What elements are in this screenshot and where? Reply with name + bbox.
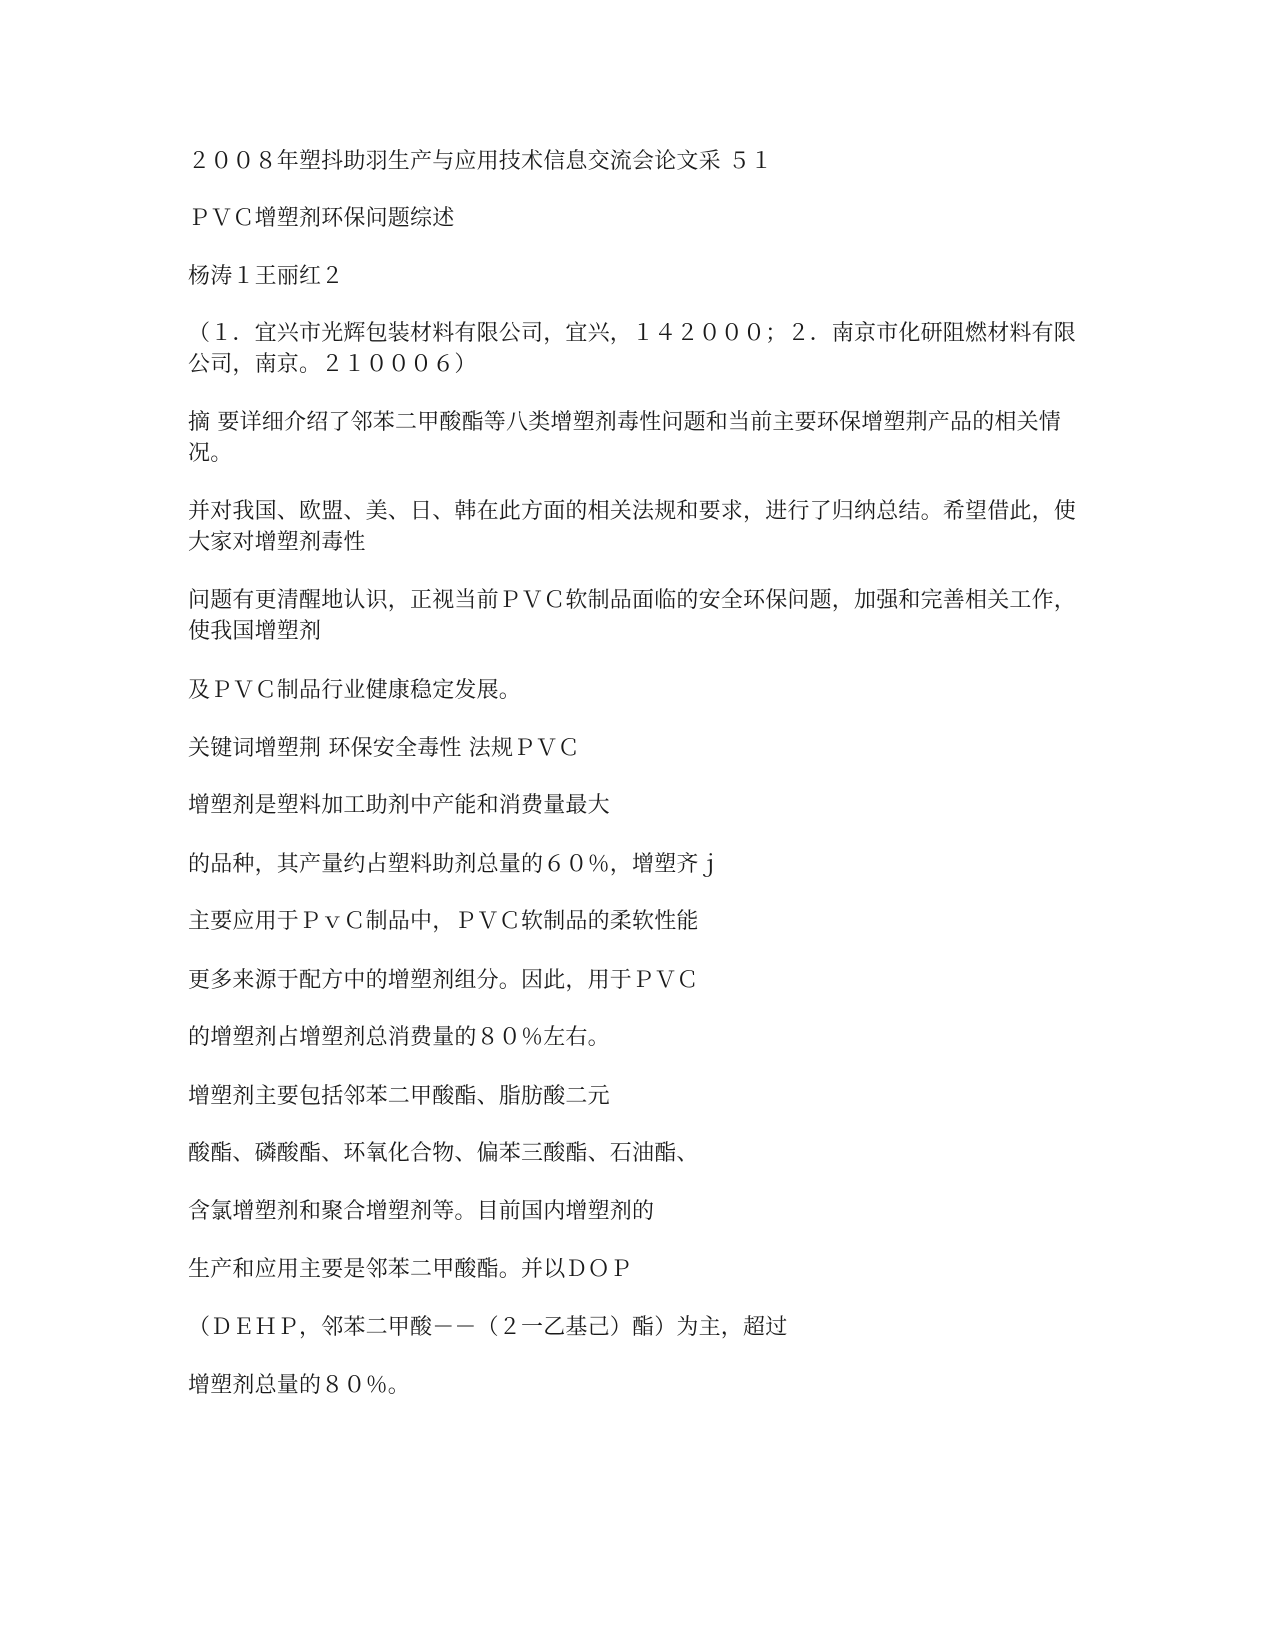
body-line: 更多来源于配方中的增塑剂组分。因此，用于ＰＶＣ <box>188 968 699 993</box>
abstract-paragraph-3: 问题有更清醒地认识，正视当前ＰＶＣ软制品面临的安全环保问题，加强和完善相关工作，使我国增塑剂 <box>188 588 1077 644</box>
body-line: 增塑剂是塑料加工助剂中产能和消费量最大 <box>188 793 610 818</box>
body-line: 含氯增塑剂和聚合增塑剂等。目前国内增塑剂的 <box>188 1199 655 1224</box>
authors: 杨涛１王丽红２ <box>188 264 344 289</box>
abstract-paragraph-2: 并对我国、欧盟、美、日、韩在此方面的相关法规和要求，进行了归纳总结。希望借此，使大家对增塑剂毒性 <box>188 499 1077 555</box>
body-line: 主要应用于ＰｖＣ制品中，ＰＶＣ软制品的柔软性能 <box>188 909 699 934</box>
conference-header: ２００８年塑抖助羽生产与应用技术信息交流会论文采 ５１ <box>188 149 773 174</box>
affiliations: （１．宜兴市光辉包装材料有限公司，宜兴，１４２０００；２．南京市化研阻燃材料有限公司，南京。２１０００６） <box>188 321 1077 377</box>
body-line: 的品种，其产量约占塑料助剂总量的６０％，增塑齐ｊ <box>188 852 721 877</box>
keywords: 关键词增塑荆 环保安全毒性 法规ＰＶＣ <box>188 736 580 761</box>
paper-title: ＰＶＣ增塑剂环保问题综述 <box>188 206 455 231</box>
abstract-paragraph-1: 摘 要详细介绍了邻苯二甲酸酯等八类增塑剂毒性问题和当前主要环保增塑荆产品的相关情况。 <box>188 410 1061 466</box>
body-line: 增塑剂总量的８０％。 <box>188 1373 411 1398</box>
body-line: 的增塑剂占增塑剂总消费量的８０％左右。 <box>188 1025 610 1050</box>
abstract-paragraph-4: 及ＰＶＣ制品行业健康稳定发展。 <box>188 678 522 703</box>
body-line: 生产和应用主要是邻苯二甲酸酯。并以ＤＯＰ <box>188 1257 633 1282</box>
body-line: （ＤＥＨＰ，邻苯二甲酸－－（２一乙基己）酯）为主，超过 <box>188 1315 788 1340</box>
body-line: 酸酯、磷酸酯、环氧化合物、偏苯三酸酯、石油酯、 <box>188 1141 699 1166</box>
body-line: 增塑剂主要包括邻苯二甲酸酯、脂肪酸二元 <box>188 1084 610 1109</box>
